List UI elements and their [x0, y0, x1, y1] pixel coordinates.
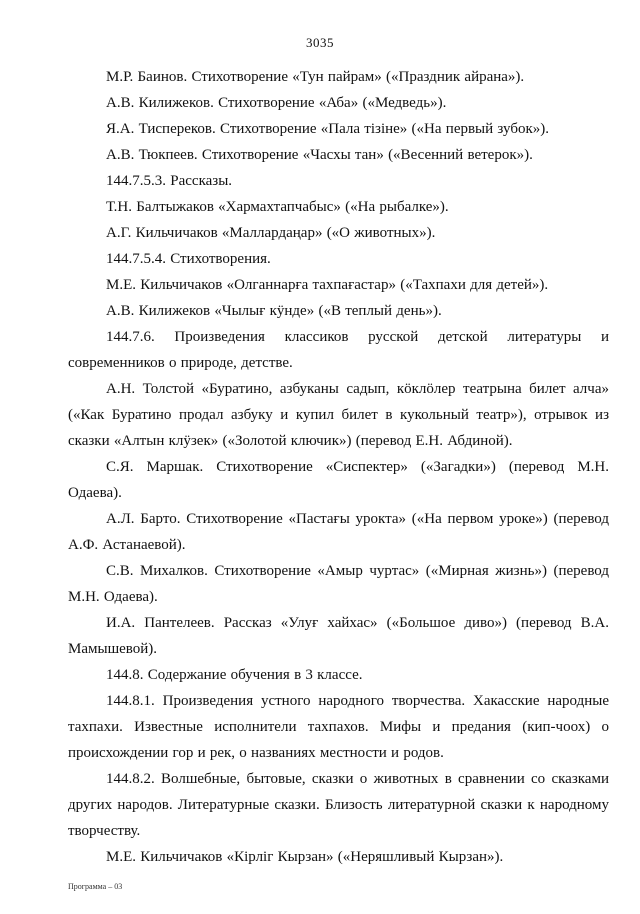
- paragraph: 144.8.1. Произведения устного народного творчества. Хакасские народные тахпахи. Известные исполнители тахпахов. Мифы и предания (кип-чоох) о происхождении гор и рек, о названиях местности и родов.: [68, 693, 609, 761]
- document-body: [68, 64, 609, 870]
- paragraph: С.В. Михалков. Стихотворение «Амыр чуртас» («Мирная жизнь») (перевод М.Н. Одаева).: [68, 563, 609, 605]
- page-number: 3035: [306, 35, 334, 50]
- paragraph: М.Е. Кильчичаков «Кірліг Кырзан» («Неряшливый Кырзан»).: [106, 849, 504, 865]
- paragraph: А.В. Тюкпеев. Стихотворение «Часхы тан» («Весенний ветерок»).: [106, 147, 533, 163]
- paragraph: М.Р. Баинов. Стихотворение «Тун пайрам» («Праздник айрана»).: [106, 69, 525, 85]
- section-heading: 144.7.6. Произведения классиков русской детской литературы и современников о природе, детстве.: [68, 329, 609, 371]
- paragraph: Т.Н. Балтыжаков «Хармахтапчабыс» («На рыбалке»).: [106, 199, 449, 215]
- section-heading: 144.8. Содержание обучения в 3 классе.: [106, 667, 363, 683]
- paragraph: Я.А. Тиспереков. Стихотворение «Пала тізіне» («На первый зубок»).: [106, 121, 549, 137]
- paragraph: 144.8.2. Волшебные, бытовые, сказки о животных в сравнении со сказками других народов. Литературные сказки. Близость литературной сказки к народному творчеству.: [68, 771, 609, 839]
- paragraph: А.В. Килижеков «Чылығ кӱнде» («В теплый день»).: [106, 303, 442, 319]
- paragraph: А.Л. Барто. Стихотворение «Пастағы урокта» («На первом уроке») (перевод А.Ф. Астанаевой).: [68, 511, 609, 553]
- section-heading: 144.7.5.4. Стихотворения.: [106, 251, 271, 267]
- paragraph: И.А. Пантелеев. Рассказ «Улуғ хайхас» («Большое диво») (перевод В.А. Мамышевой).: [68, 615, 609, 657]
- paragraph: А.В. Килижеков. Стихотворение «Аба» («Медведь»).: [106, 95, 447, 111]
- paragraph: А.Н. Толстой «Буратино, азбуканы садып, кӧклӧлер театрына билет алча» («Как Буратино продал азбуку и купил билет в кукольный театр»), отрывок из сказки «Алтын клӱзек» («Золотой ключик») (перевод Е.Н. Абдиной).: [68, 381, 609, 449]
- paragraph: А.Г. Кильчичаков «Маллардаңар» («О животных»).: [106, 225, 436, 241]
- footer-program-label: Программа – 03: [68, 882, 123, 891]
- section-heading: 144.7.5.3. Рассказы.: [106, 173, 233, 189]
- paragraph: М.Е. Кильчичаков «Олганнарға тахпағастар» («Тахпахи для детей»).: [106, 277, 549, 293]
- paragraph: С.Я. Маршак. Стихотворение «Сиспектер» («Загадки») (перевод М.Н. Одаева).: [68, 459, 609, 501]
